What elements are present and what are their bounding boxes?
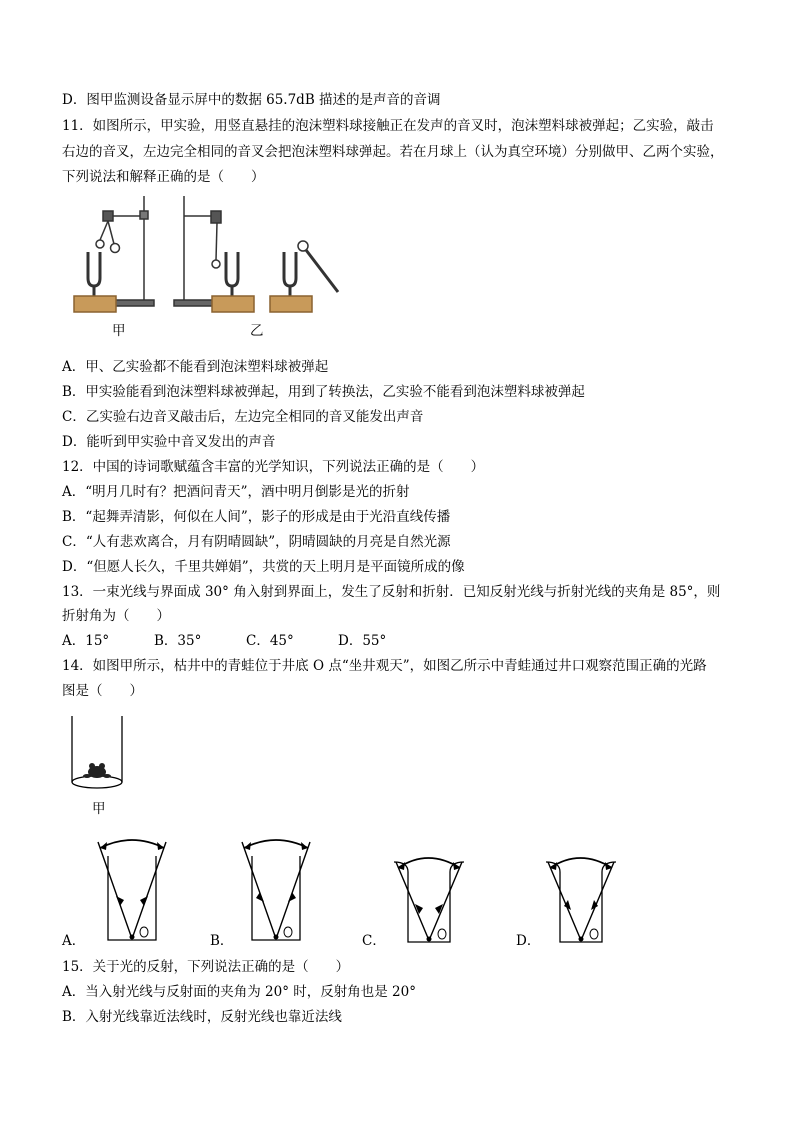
q11-option-c: C．乙实验右边音叉敲击后，左边完全相同的音叉能发出声音	[62, 409, 424, 425]
q11-option-a: A．甲、乙实验都不能看到泡沫塑料球被弹起	[62, 359, 329, 375]
q12-option-a: A．“明月几时有？把酒问青天”，酒中明月倒影是光的折射	[62, 484, 410, 500]
setup-jia	[74, 196, 154, 312]
q15-stem: 15．关于光的反射，下列说法正确的是（ ）	[62, 959, 350, 975]
q11-label-yi: 乙	[250, 323, 264, 339]
q12-option-d: D．“但愿人长久，千里共婵娟”，共赏的天上明月是平面镜所成的像	[62, 559, 465, 575]
q11-option-b: B．甲实验能看到泡沫塑料球被弹起，用到了转换法，乙实验不能看到泡沫塑料球被弹起	[62, 384, 585, 400]
q15-option-b: B．入射光线靠近法线时，反射光线也靠近法线	[62, 1009, 342, 1025]
q12-stem: 12．中国的诗词歌赋蕴含丰富的光学知识，下列说法正确的是（ ）	[62, 459, 485, 475]
frog-icon	[83, 763, 111, 778]
q13-option-a: A．15°	[62, 633, 110, 649]
q14-option-a-figure	[92, 834, 172, 944]
q14-option-b-figure	[236, 834, 316, 944]
q13-option-b: B．35°	[154, 633, 202, 649]
q11-stem-line-2: 右边的音叉，左边完全相同的音叉会把泡沫塑料球弹起。若在月球上（认为真空环境）分别做甲、乙两个实验，	[62, 144, 724, 160]
q14-label-b: B．	[210, 933, 234, 949]
q14-label-a: A．	[62, 933, 86, 949]
setup-yi	[174, 196, 338, 312]
q14-label-d: D．	[516, 933, 541, 949]
q11-stem-line-3: 下列说法和解释正确的是（ ）	[62, 169, 265, 185]
q12-option-c: C．“人有悲欢离合，月有阴晴圆缺”，阴晴圆缺的月亮是自然光源	[62, 534, 451, 550]
q11-label-jia: 甲	[112, 323, 126, 339]
q12-option-b: B．“起舞弄清影，何似在人间”，影子的形成是由于光沿直线传播	[62, 509, 451, 525]
q13-option-d: D．55°	[338, 633, 387, 649]
q14-stem-line-1: 14．如图甲所示，枯井中的青蛙位于井底 O 点“坐井观天”，如图乙所示中青蛙通过井口观察范围正确的光路	[62, 658, 707, 674]
q14-option-c-figure	[388, 850, 468, 946]
q14-label-jia: 甲	[92, 801, 106, 817]
q11-stem-line-1: 11．如图所示，甲实验，用竖直悬挂的泡沫塑料球接触正在发声的音叉时，泡沫塑料球被弹起；乙实验，敲击	[62, 118, 714, 134]
q15-option-a: A．当入射光线与反射面的夹角为 20° 时，反射角也是 20°	[62, 984, 416, 1000]
tuning-fork-experiment-figure	[66, 192, 356, 320]
q14-option-d-figure	[540, 850, 620, 946]
well-frog-figure	[66, 712, 130, 794]
q14-label-c: C．	[362, 933, 386, 949]
q10-option-d: D．图甲监测设备显示屏中的数据 65.7dB 描述的是声音的音调	[62, 92, 441, 108]
q11-option-d: D．能听到甲实验中音叉发出的声音	[62, 434, 276, 450]
q13-option-c: C．45°	[246, 633, 294, 649]
q14-stem-line-2: 图是（ ）	[62, 683, 143, 699]
q13-stem-line-2: 折射角为（ ）	[62, 608, 170, 624]
q13-stem-line-1: 13．一束光线与界面成 30° 角入射到界面上，发生了反射和折射．已知反射光线与折射光线的夹角是 85°，则	[62, 584, 721, 600]
q13-options	[62, 632, 386, 650]
